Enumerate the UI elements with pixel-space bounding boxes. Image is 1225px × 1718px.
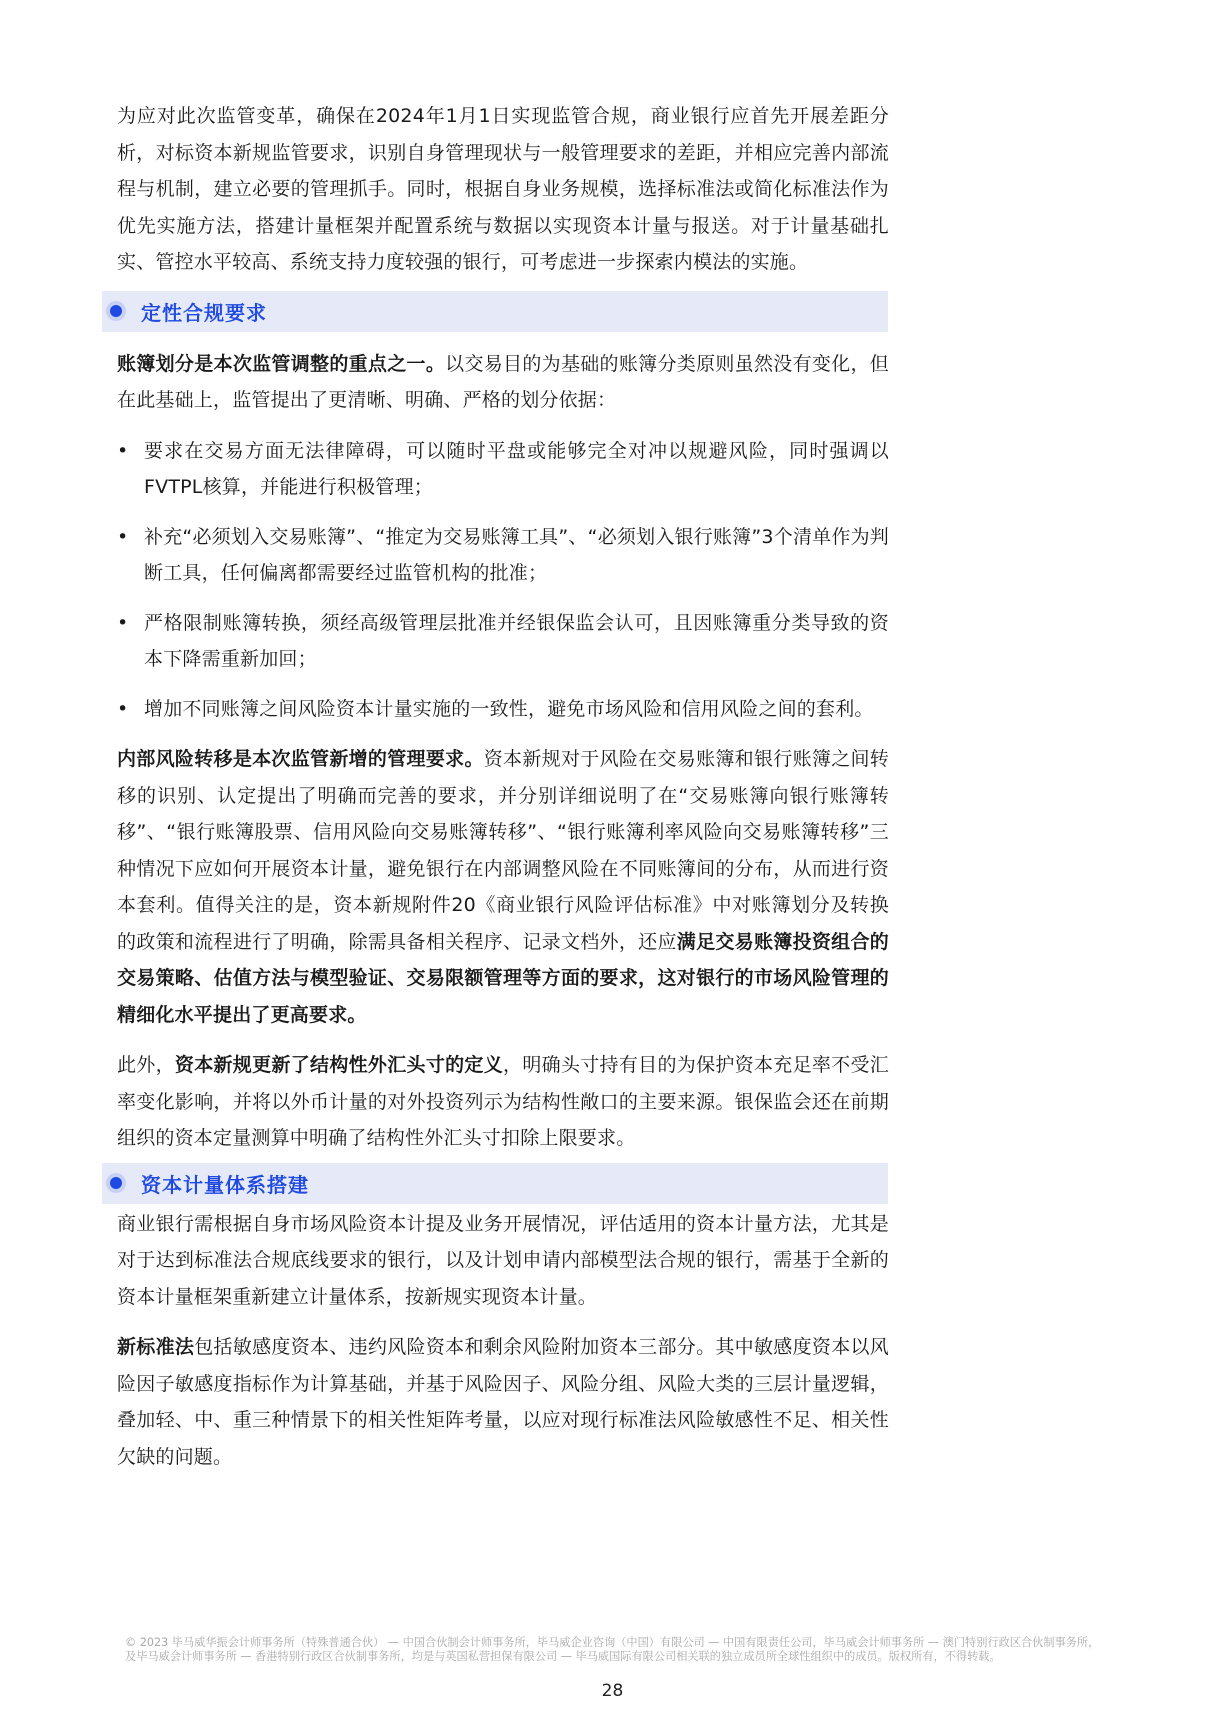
- copyright-footer: © 2023 毕马威华振会计师事务所（特殊普通合伙） — 中国合伙制会计师事务所，毕马威企业咨询（中国）有限公司 — 中国有限责任公司，毕马威会计师事务所 — 澳门特别行政区合伙制事务所，及毕马威会计师事务所 — 香港特别行政区合伙制事务所，均是与英国私营担保有限公司 — 毕马威国际有限公司相关联的独立成员所全球性组织中的成员。版权所有，不得转载。: [125, 1636, 1100, 1663]
- fx-position-paragraph: [117, 1047, 889, 1157]
- paragraph-text: 包括敏感度资本、违约风险资本和剩余风险附加资本三部分。其中敏感度资本以风险因子敏感度指标作为计算基础，并基于风险因子、风险分组、风险大类的三层计量逻辑，叠加轻、中、重三种情景下的相关性矩阵考量，以应对现行标准法风险敏感性不足、相关性欠缺的问题。: [117, 1336, 889, 1468]
- bullet-icon: •: [117, 525, 129, 548]
- paragraph-text: 此外，: [117, 1054, 175, 1076]
- list-item: [117, 433, 889, 506]
- main-content: [117, 98, 889, 1475]
- section-title: 资本计量体系搭建: [141, 1172, 309, 1197]
- bullet-circle-icon: [110, 1177, 122, 1189]
- capital-system-paragraph: 商业银行需根据自身市场风险资本计提及业务开展情况，评估适用的资本计量方法，尤其是对于达到标准法合规底线要求的银行，以及计划申请内部模型法合规的银行，需基于全新的资本计量框架重新建立计量体系，按新规实现资本计量。: [117, 1212, 889, 1308]
- section-header-qualitative: [102, 291, 888, 332]
- list-item: [117, 605, 889, 678]
- paragraph-text: 以交易目的为基础的账簿分类原则虽然没有变化，但在此基础上，监管提出了更清晰、明确、严格的划分依据：: [117, 352, 889, 411]
- bold-lead: 内部风险转移是本次监管新增的管理要求。: [117, 748, 484, 770]
- bold-emphasis: 满足交易账簿投资组合的交易策略、估值方法与模型验证、交易限额管理等方面的要求，这对银行的市场风险管理的精细化水平提出了更高要求。: [117, 930, 889, 1026]
- list-item: [117, 519, 889, 592]
- page-number: 28: [601, 1681, 624, 1701]
- new-standard-paragraph: [117, 1329, 889, 1475]
- list-item-text: 补充“必须划入交易账簿”、“推定为交易账簿工具”、“必须划入银行账簿”3个清单作为判断工具，任何偏离都需要经过监管机构的批准；: [144, 525, 889, 584]
- paragraph-text: 资本新规对于风险在交易账簿和银行账簿之间转移的识别、认定提出了明确而完善的要求，并分别详细说明了在“交易账簿向银行账簿转移”、“银行账簿股票、信用风险向交易账簿转移”、“银行账簿利率风险向交易账簿转移”三种情况下应如何开展资本计量，避免银行在内部调整风险在不同账簿间的分布，从而进行资本套利。值得关注的是，资本新规附件20《商业银行风险评估标准》中对账簿划分及转换的政策和流程进行了明确，除需具备相关程序、记录文档外，还应: [117, 748, 889, 953]
- bold-lead: 账簿划分是本次监管调整的重点之一。: [117, 352, 446, 375]
- book-division-paragraph: [117, 346, 889, 419]
- section-title: 定性合规要求: [141, 300, 267, 325]
- bullet-icon: •: [117, 697, 129, 720]
- bullet-icon: •: [117, 439, 129, 462]
- bold-lead: 新标准法: [117, 1336, 195, 1358]
- section-header-capital-system: [102, 1163, 888, 1204]
- intro-paragraph: 为应对此次监管变革，确保在2024年1月1日实现监管合规，商业银行应首先开展差距分析，对标资本新规监管要求，识别自身管理现状与一般管理要求的差距，并相应完善内部流程与机制，建立必要的管理抓手。同时，根据自身业务规模，选择标准法或简化标准法作为优先实施方法，搭建计量框架并配置系统与数据以实现资本计量与报送。对于计量基础扎实、管控水平较高、系统支持力度较强的银行，可考虑进一步探索内模法的实施。: [117, 105, 889, 273]
- bullet-circle-icon: [110, 305, 122, 317]
- paragraph-text: ，明确头寸持有目的为保护资本充足率不受汇率变化影响，并将以外币计量的对外投资列示为结构性敞口的主要来源。银保监会还在前期组织的资本定量测算中明确了结构性外汇头寸扣除上限要求。: [117, 1054, 889, 1149]
- list-item-text: 要求在交易方面无法律障碍，可以随时平盘或能够完全对冲以规避风险，同时强调以FVTPL核算，并能进行积极管理；: [144, 439, 889, 498]
- list-item-text: 增加不同账簿之间风险资本计量实施的一致性，避免市场风险和信用风险之间的套利。: [144, 697, 874, 720]
- risk-transfer-paragraph: [117, 741, 889, 1033]
- bold-emphasis: 资本新规更新了结构性外汇头寸的定义: [174, 1054, 504, 1076]
- requirement-list: [117, 433, 889, 728]
- list-item-text: 严格限制账簿转换，须经高级管理层批准并经银保监会认可，且因账簿重分类导致的资本下降需重新加回；: [144, 611, 889, 670]
- bullet-icon: •: [117, 611, 129, 634]
- list-item: [117, 691, 889, 728]
